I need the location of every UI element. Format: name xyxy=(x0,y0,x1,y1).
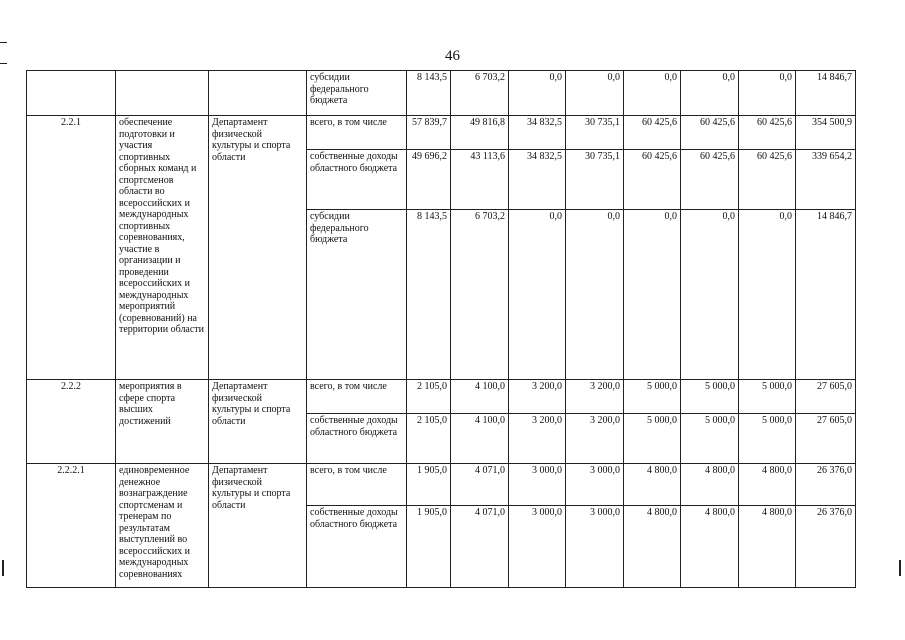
value-cell: 30 735,1 xyxy=(566,116,624,150)
total-value-cell: 339 654,2 xyxy=(796,150,856,210)
value-cell: 3 200,0 xyxy=(509,380,566,414)
value-cell: 5 000,0 xyxy=(681,380,739,414)
value-cell: 4 071,0 xyxy=(451,506,509,588)
value-cell: 4 800,0 xyxy=(681,464,739,506)
value-cell: 4 800,0 xyxy=(624,464,681,506)
value-cell: 0,0 xyxy=(566,210,624,380)
value-cell: 34 832,5 xyxy=(509,150,566,210)
value-cell: 0,0 xyxy=(681,71,739,116)
value-cell: 49 816,8 xyxy=(451,116,509,150)
value-cell: 4 100,0 xyxy=(451,414,509,464)
value-cell: 3 200,0 xyxy=(509,414,566,464)
value-cell: 0,0 xyxy=(566,71,624,116)
item-code-cell: 2.2.1 xyxy=(27,116,116,380)
item-name-cell xyxy=(116,71,209,116)
item-name-cell: обеспечение подготовки и участия спортивных сборных команд и спортсменов области во всероссийских и международных спортивных соревнованиях, участие в организации и проведении всероссийских и международных мероприятий (соревнований) на территории области xyxy=(116,116,209,380)
total-value-cell: 14 846,7 xyxy=(796,210,856,380)
funding-source-cell: всего, в том числе xyxy=(307,116,407,150)
value-cell: 0,0 xyxy=(624,71,681,116)
value-cell: 0,0 xyxy=(739,210,796,380)
value-cell: 57 839,7 xyxy=(407,116,451,150)
table-body xyxy=(27,71,856,588)
value-cell: 2 105,0 xyxy=(407,380,451,414)
page-number: 46 xyxy=(445,48,460,64)
item-code-cell: 2.2.2.1 xyxy=(27,464,116,588)
total-value-cell: 26 376,0 xyxy=(796,464,856,506)
value-cell: 0,0 xyxy=(681,210,739,380)
value-cell: 8 143,5 xyxy=(407,71,451,116)
value-cell: 4 071,0 xyxy=(451,464,509,506)
value-cell: 60 425,6 xyxy=(739,116,796,150)
value-cell: 5 000,0 xyxy=(624,380,681,414)
value-cell: 3 000,0 xyxy=(509,506,566,588)
value-cell: 30 735,1 xyxy=(566,150,624,210)
value-cell: 1 905,0 xyxy=(407,464,451,506)
total-value-cell: 354 500,9 xyxy=(796,116,856,150)
funding-source-cell: собственные доходы областного бюджета xyxy=(307,150,407,210)
value-cell: 3 200,0 xyxy=(566,414,624,464)
value-cell: 60 425,6 xyxy=(624,150,681,210)
value-cell: 3 000,0 xyxy=(509,464,566,506)
total-value-cell: 27 605,0 xyxy=(796,380,856,414)
table-row xyxy=(27,464,856,506)
item-code-cell: 2.2.2 xyxy=(27,380,116,464)
scan-edge-mark xyxy=(899,560,901,576)
scan-edge-mark xyxy=(0,42,7,43)
funding-source-cell: всего, в том числе xyxy=(307,380,407,414)
item-name-cell: мероприятия в сфере спорта высших достижений xyxy=(116,380,209,464)
value-cell: 5 000,0 xyxy=(739,380,796,414)
table-row xyxy=(27,71,856,116)
value-cell: 2 105,0 xyxy=(407,414,451,464)
item-name-cell: единовременное денежное вознаграждение спортсменам и тренерам по результатам выступлений во всероссийских и международных соревнованиях xyxy=(116,464,209,588)
budget-table xyxy=(26,70,856,588)
total-value-cell: 27 605,0 xyxy=(796,414,856,464)
table-row xyxy=(27,116,856,150)
value-cell: 4 800,0 xyxy=(681,506,739,588)
value-cell: 0,0 xyxy=(509,210,566,380)
value-cell: 1 905,0 xyxy=(407,506,451,588)
value-cell: 6 703,2 xyxy=(451,71,509,116)
value-cell: 43 113,6 xyxy=(451,150,509,210)
value-cell: 5 000,0 xyxy=(681,414,739,464)
value-cell: 3 000,0 xyxy=(566,464,624,506)
total-value-cell: 26 376,0 xyxy=(796,506,856,588)
scan-edge-mark xyxy=(2,560,4,576)
value-cell: 34 832,5 xyxy=(509,116,566,150)
value-cell: 49 696,2 xyxy=(407,150,451,210)
value-cell: 5 000,0 xyxy=(739,414,796,464)
value-cell: 3 200,0 xyxy=(566,380,624,414)
responsible-cell xyxy=(209,71,307,116)
value-cell: 0,0 xyxy=(739,71,796,116)
value-cell: 0,0 xyxy=(509,71,566,116)
funding-source-cell: субсидии федерального бюджета xyxy=(307,71,407,116)
funding-source-cell: субсидии федерального бюджета xyxy=(307,210,407,380)
item-code-cell xyxy=(27,71,116,116)
value-cell: 60 425,6 xyxy=(624,116,681,150)
table-row xyxy=(27,380,856,414)
value-cell: 4 800,0 xyxy=(739,506,796,588)
value-cell: 60 425,6 xyxy=(681,150,739,210)
value-cell: 8 143,5 xyxy=(407,210,451,380)
funding-source-cell: собственные доходы областного бюджета xyxy=(307,506,407,588)
value-cell: 4 100,0 xyxy=(451,380,509,414)
value-cell: 4 800,0 xyxy=(739,464,796,506)
value-cell: 3 000,0 xyxy=(566,506,624,588)
total-value-cell: 14 846,7 xyxy=(796,71,856,116)
value-cell: 60 425,6 xyxy=(739,150,796,210)
value-cell: 0,0 xyxy=(624,210,681,380)
value-cell: 4 800,0 xyxy=(624,506,681,588)
value-cell: 60 425,6 xyxy=(681,116,739,150)
funding-source-cell: собственные доходы областного бюджета xyxy=(307,414,407,464)
value-cell: 6 703,2 xyxy=(451,210,509,380)
value-cell: 5 000,0 xyxy=(624,414,681,464)
responsible-cell: Департамент физической культуры и спорта области xyxy=(209,380,307,464)
funding-source-cell: всего, в том числе xyxy=(307,464,407,506)
responsible-cell: Департамент физической культуры и спорта области xyxy=(209,116,307,380)
responsible-cell: Департамент физической культуры и спорта области xyxy=(209,464,307,588)
